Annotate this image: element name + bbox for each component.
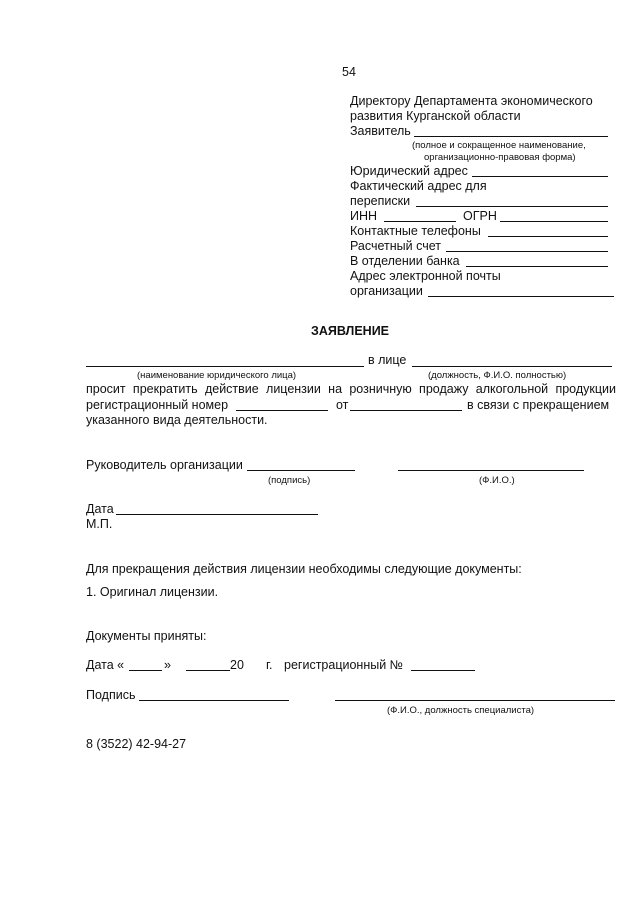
account-field[interactable] xyxy=(446,251,608,252)
body-line-3: указанного вида деятельности. xyxy=(86,413,268,427)
document-title: ЗАЯВЛЕНИЕ xyxy=(311,324,390,338)
accept-quote-close: » xyxy=(164,658,171,672)
email-label-1: Адрес электронной почты xyxy=(350,269,501,283)
head-fio-field[interactable] xyxy=(398,470,584,471)
addressee-line-1: Директору Департамента экономического xyxy=(350,94,593,108)
accept-sign-label: Подпись xyxy=(86,688,136,702)
due-to-label: в связи с прекращением xyxy=(467,398,610,412)
in-person-label: в лице xyxy=(368,353,407,367)
ogrn-field[interactable] xyxy=(500,221,608,222)
inn-field[interactable] xyxy=(384,221,456,222)
accept-day-field[interactable] xyxy=(129,670,162,671)
date-label: Дата xyxy=(86,502,114,516)
accept-date-label: Дата « xyxy=(86,658,125,672)
from-label: от xyxy=(336,398,349,412)
reg-number-label: регистрационный номер xyxy=(86,398,229,412)
addressee-line-2: развития Курганской области xyxy=(350,109,521,123)
accept-month-field[interactable] xyxy=(186,670,230,671)
from-date-field[interactable] xyxy=(350,410,462,411)
applicant-note-1: (полное и сокращенное наименование, xyxy=(412,140,586,151)
legal-address-label: Юридический адрес xyxy=(350,164,468,178)
fio-note: (Ф.И.О.) xyxy=(479,475,515,486)
entity-name-note: (наименование юридического лица) xyxy=(137,370,297,381)
reg-number-field[interactable] xyxy=(236,410,328,411)
email-field[interactable] xyxy=(428,296,614,297)
accept-reg-label: регистрационный № xyxy=(284,658,404,672)
applicant-label: Заявитель xyxy=(350,124,411,138)
head-signature-field[interactable] xyxy=(247,470,355,471)
applicant-note-2: организационно-правовая форма) xyxy=(424,152,576,163)
email-label-2: организации xyxy=(350,284,423,298)
accept-reg-field[interactable] xyxy=(411,670,475,671)
inn-label: ИНН xyxy=(350,209,378,223)
stamp-label: М.П. xyxy=(86,517,113,531)
legal-address-field[interactable] xyxy=(472,176,608,177)
bank-field[interactable] xyxy=(466,266,608,267)
actual-address-label-1: Фактический адрес для xyxy=(350,179,487,193)
phones-label: Контактные телефоны xyxy=(350,224,481,238)
documents-item-1: 1. Оригинал лицензии. xyxy=(86,585,219,599)
applicant-field[interactable] xyxy=(414,136,608,137)
specialist-note: (Ф.И.О., должность специалиста) xyxy=(387,705,535,716)
bank-label: В отделении банка xyxy=(350,254,460,268)
actual-address-field[interactable] xyxy=(416,206,608,207)
accepted-label: Документы приняты: xyxy=(86,629,207,643)
phones-field[interactable] xyxy=(488,236,608,237)
position-fio-field[interactable] xyxy=(412,366,612,367)
ogrn-label: ОГРН xyxy=(463,209,497,223)
body-line-1: просит прекратить действие лицензии на розничную продажу алкогольной продукции xyxy=(86,382,616,396)
account-label: Расчетный счет xyxy=(350,239,441,253)
head-label: Руководитель организации xyxy=(86,458,243,472)
accept-year: 20 xyxy=(230,658,244,672)
entity-name-field[interactable] xyxy=(86,366,364,367)
contact-phone: 8 (3522) 42-94-27 xyxy=(86,737,187,751)
actual-address-label-2: переписки xyxy=(350,194,411,208)
accept-year-suffix: г. xyxy=(266,658,273,672)
position-fio-note: (должность, Ф.И.О. полностью) xyxy=(428,370,567,381)
date-field[interactable] xyxy=(116,514,318,515)
signature-note: (подпись) xyxy=(268,475,311,486)
documents-heading: Для прекращения действия лицензии необходимы следующие документы: xyxy=(86,562,522,576)
accept-sign-field[interactable] xyxy=(139,700,289,701)
specialist-fio-field[interactable] xyxy=(335,700,615,701)
page-number: 54 xyxy=(342,65,356,79)
